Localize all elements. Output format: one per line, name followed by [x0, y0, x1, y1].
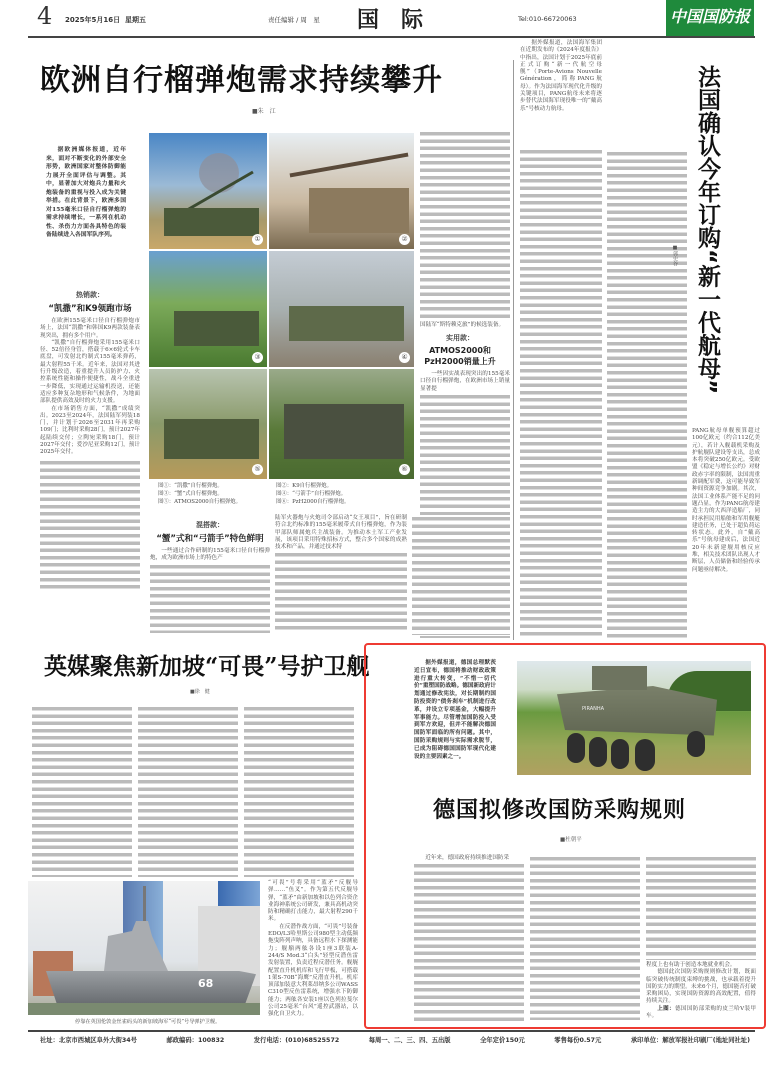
- caption-col-right: [276, 482, 406, 506]
- france-lead: 据外媒报道，法国海军集团在近期发布的《2024年度报告》中指出，法国计划于2025年底前正式订购“新一代航空母舰”（Porte-Avions Nouvelle Génération，简称PANG航母）。作为法国海军现代化升级的关键项目，PANG航母未来将逐步替代法国海军现役唯一的“戴高乐”号核动力航母。: [520, 40, 602, 112]
- paragraph: 在欧洲155毫米口径自行榴弹炮市场上，法国“凯撒”和韩国K9两款装备表现突出，拥有多个用户。: [40, 318, 140, 339]
- footer-retail-price: 零售每份0.57元: [554, 1037, 602, 1044]
- section-hot-sellers: [40, 290, 140, 589]
- section-hybrid: [150, 520, 270, 633]
- paragraph: 陆军火器炮与火炮司令部启动“女王项目”，旨在研制符合北约标准的155毫米履带式自行榴弹炮，作为装甲部队师属炮兵主战装备。为推动本土军工产业发展，该项目采用特殊招标方式，整合多个国家的成熟技术和产品，并通过技术特: [275, 515, 407, 551]
- europe-lead: 据欧洲媒体报道，近年来，面对不断变化的外部安全形势，欧洲国家对整体防御能力展开全面评估与调整。其中，显著加大对炮兵力量和火炮装备的重视与投入成为关键举措。在此背景下，欧洲多国对155毫米口径自行榴弹炮的需求持续增长，一系列在机动性、杀伤力方面各具特色的装备陆续进入各国军队序列。: [46, 147, 126, 238]
- france-headline: 法国确认今年订购“新一代航母”: [694, 65, 720, 395]
- byline-text: 杜朝平: [565, 837, 582, 843]
- france-closing: PANG航母单舰预算超过100亿欧元（约合112亿美元），若计入舰载机采购及护航舰队建设等支出，总成本将突破250亿欧元。受欧盟《稳定与增长公约》对财政赤字率的限制，法国需重新调配军费，这可能导致军种间资源竞争加剧。其次，法国工业体系产能不足的问题凸显，作为PANG航母建造主力的大西洋造船厂，同时承担民用船舶和军用舰艇建造任务，已处于超负荷运转状态。此外，自“戴高乐”号航母建成后，法国近20年未新建舰用核反应堆，相关技术团队出现人才断层，人员储备和经验传承问题亟待解决。: [692, 428, 760, 573]
- hull-number: 68: [198, 977, 214, 990]
- footer-annual-price: 全年定价150元: [480, 1037, 525, 1044]
- france-byline: ■郭史谷: [672, 245, 678, 266]
- header-rule: [28, 36, 755, 38]
- photo-number: ⑤: [252, 464, 263, 475]
- text-block: [40, 459, 140, 589]
- byline-text: 徐 健: [194, 689, 210, 695]
- caption-3: 图③：“蟹”式自行榴弹炮。: [158, 491, 223, 497]
- page-number: 4: [37, 2, 53, 30]
- photo-number: ③: [252, 352, 263, 363]
- text-block: [275, 551, 407, 631]
- weekday: 星期五: [124, 16, 146, 24]
- footer-postcode: 邮政编码：100832: [166, 1037, 225, 1044]
- byline-text: 朱 江: [257, 108, 276, 115]
- caption-label: 上图：: [657, 1005, 675, 1012]
- photo-k9-howitzer: [268, 132, 415, 250]
- section-title: 国 际: [357, 8, 424, 33]
- vehicle-marking: PIRANHA: [582, 706, 605, 712]
- text-block: [138, 705, 238, 877]
- text-block: [420, 130, 510, 322]
- footer-address: 社址：北京市西城区阜外大街34号: [40, 1037, 137, 1044]
- germany-byline: ■杜朝平: [560, 837, 582, 843]
- europe-headline: 欧洲自行榴弹炮需求持续攀升: [40, 63, 443, 98]
- photo-number: ②: [399, 234, 410, 245]
- footer-phone: 发行电话：(010)68525572: [253, 1037, 340, 1044]
- photo-piranha-vehicle: [516, 660, 752, 776]
- paragraph: 德国此次国防采购规则修改计划，既面临突破传统制度束缚的挑战，也承载着提升国防实力的期望。未来6个月，德国能否打破采购困局，实现国防资源的高效配置，值得持续关注。: [646, 969, 756, 1005]
- paragraph: “可畏”号将采用“蓝矛”反舰导弹……“鱼叉”。作为第五代反舰导弹，“蓝矛”由新加坡和以色列合资企业海神系统公司研发，兼具高机动突防和精确打击能力，最大射程290千米。: [268, 880, 358, 923]
- caption-2: 图②：K9自行榴弹炮。: [276, 483, 332, 489]
- telephone: Tel:010-66720063: [518, 15, 577, 23]
- section-title: ATMOS2000和PzH2000销量上升: [424, 346, 496, 366]
- singapore-byline: ■徐 健: [190, 689, 210, 695]
- footer: [40, 1035, 750, 1044]
- paragraph: “凯撒”自行榴弹炮采用155毫米口径、52倍径身管，搭载于6×6轮式卡车底盘，可发射北约制式155毫米弹药，最大射程55千米。近年来，法国对其进行升级改造，着重提升人员防护力、火控系统性能和操作便捷性，战斗全重进一步降低，实现通过运输机投送，还能适应多种复杂地形和气候条件，为地面部队提供高效及时的火力支援。: [40, 339, 140, 405]
- text-block: [646, 855, 756, 960]
- section-kicker: 混搭款：: [196, 520, 224, 529]
- caption-text: 德国国防部采购的皮兰哈V装甲车。: [646, 1005, 756, 1020]
- photo-pzh2000: [268, 368, 415, 480]
- masthead-logo: 中国国防报: [666, 0, 754, 36]
- text-block: [32, 705, 132, 877]
- paragraph: 一些通过合作研制的155毫米口径自行榴弹炮，成为欧洲市场上的特色产: [150, 548, 270, 562]
- footer-schedule: 每周一、二、三、四、五出版: [368, 1037, 451, 1044]
- germany-closing: [646, 962, 756, 1020]
- section-title: “蟹”式和“弓箭手”特色鲜明: [156, 534, 264, 544]
- footer-rule: [28, 1030, 755, 1032]
- paragraph: 在市场销售方面，“凯撒”成绩突出。2023至2024年，法国陆军列装18门，并计划于2026至2031年再采购109门；比利时采购28门，预计2027年起陆续交付；立陶宛采购18门，预计2027年交付；爱沙尼亚采购12门，预计2025年交付。: [40, 405, 140, 456]
- section-title: “凯撒”和K9领跑市场: [48, 304, 132, 314]
- text-block: [412, 515, 510, 635]
- photo-archer-howitzer: [268, 250, 415, 368]
- singapore-headline: 英媒聚焦新加坡“可畏”号护卫舰: [44, 653, 370, 680]
- europe-byline: ■朱 江: [252, 108, 276, 115]
- photo-crab-howitzer: [148, 250, 268, 368]
- germany-lead: 据外媒报道，德国总理默茨近日宣布，德国将推动财政政策进行重大转变，“不惜一切代价”重塑国防战略。德国新政府计划通过修改宪法，对长期制约国防投资的“债务刹车”机制进行改革，并设立专项基金，大幅提升军事能力。尽管增加国防投入受到军方欢迎，但并不能解决德国国防军面临的所有问题。其中，国防采购规则与实际需求脱节，已成为阻碍德国国防军现代化建设的主要因素之一。: [414, 660, 496, 760]
- text-block: [244, 705, 354, 877]
- singapore-caption: 停靠在英国伦敦金丝雀码头的新加坡海军“可畏”号导弹护卫舰。: [75, 1019, 221, 1025]
- germany-caption: [646, 1006, 756, 1021]
- paragraph: 国陆军“斯特赖克旅”的候选装备。: [420, 322, 505, 328]
- photo-number: ④: [399, 352, 410, 363]
- paragraph: 程度上也有助于创造本地就业机会。: [646, 962, 736, 968]
- date: 2025年5月16日: [65, 16, 121, 24]
- byline-text: 郭史谷: [672, 251, 678, 266]
- editor: 责任编辑 / 周 星: [268, 16, 320, 24]
- germany-headline: 德国拟修改国防采购规则: [433, 797, 687, 823]
- germany-first-line: 近年来，德国政府持续推进国防采: [425, 855, 510, 861]
- photo-caesar-howitzer: [148, 132, 268, 250]
- section-kicker: 热销款：: [76, 290, 104, 299]
- footer-printer: 承印单位：解放军报社印刷厂(地址同社址): [630, 1037, 750, 1044]
- text-block: [530, 855, 640, 1020]
- caption-6: 图⑥：PzH2000自行榴弹炮。: [276, 499, 350, 505]
- caption-4: 图④：“弓箭手”自行榴弹炮。: [276, 491, 347, 497]
- singapore-text-col: [268, 880, 358, 1019]
- caption-col-left: [158, 482, 278, 506]
- photo-number: ①: [252, 234, 263, 245]
- photo-number: ⑥: [399, 464, 410, 475]
- text-block: [520, 148, 602, 638]
- caption-1: 图①：“凯撒”自行榴弹炮。: [158, 483, 223, 489]
- paragraph: 一些因实战表现突出的155毫米口径自行榴弹炮，在欧洲市场上销量显著提: [420, 371, 510, 392]
- text-block: [607, 150, 687, 640]
- photo-atmos2000: [148, 368, 268, 480]
- photo-formidable-frigate: [27, 880, 261, 1016]
- text-block: [414, 862, 524, 1022]
- column-divider: [513, 60, 514, 640]
- hybrid-continued: [275, 515, 407, 631]
- caption-5: 图⑤：ATMOS2000自行榴弹炮。: [158, 499, 242, 505]
- paragraph: 在反潜作战方面，“可畏”号装备EDO/L3哈里斯公司980型主动低频拖曳阵列声呐，具备远程水下探测能力；舰艏两舷各设1座3联装A-244/S Mod.3“白头”轻型反潜鱼雷发射装置，负责近程反潜任务。舰艉配置直升机机库和飞行甲板，可搭载1架S-70B“海鹰”反潜直升机。机库顶部加装意大利莱昂纳多公司WASS C310型反鱼雷系统，增强水下防御能力；两舷各安装1座以色列拉斐尔公司25毫米“台风”遥控武器站，以强化自卫火力。: [268, 923, 358, 1018]
- issue-date: [65, 15, 146, 25]
- text-block: [150, 563, 270, 633]
- section-kicker: 实用款：: [446, 333, 474, 342]
